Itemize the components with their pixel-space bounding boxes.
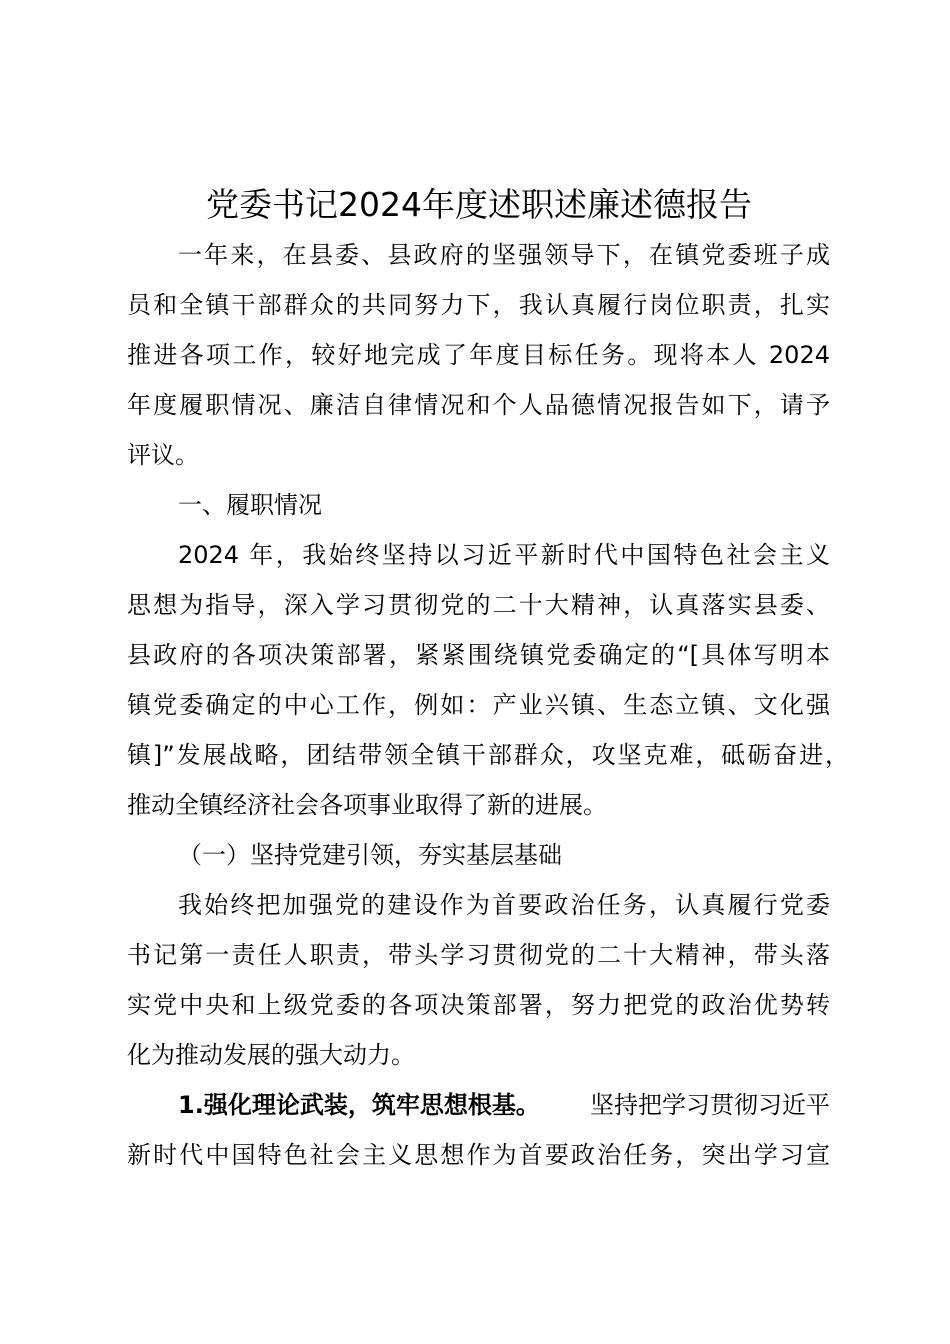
paragraph-line: 化为推动发展的强大动力。 [127, 1041, 415, 1069]
paragraph-line: 镇党委确定的中心工作，例如：产业兴镇、生态立镇、文化强 [127, 691, 830, 719]
paragraph-line: 新时代中国特色社会主义思想作为首要政治任务，突出学习宣 [127, 1141, 830, 1169]
subsection-heading: （一）坚持党建引领，夯实基层基础 [178, 841, 562, 869]
section-heading: 一、履职情况 [178, 491, 322, 519]
paragraph-line: 思想为指导，深入学习贯彻党的二十大精神，认真落实县委、 [127, 591, 830, 619]
item-line [178, 1088, 830, 1122]
paragraph-line: 书记第一责任人职责，带头学习贯彻党的二十大精神，带头落 [127, 941, 830, 969]
paragraph-line: 县政府的各项决策部署，紧紧围绕镇党委确定的“[具体写明本 [127, 641, 830, 669]
paragraph-line: 推进各项工作，较好地完成了年度目标任务。现将本人 2024 [127, 341, 830, 369]
paragraph-line: 评议。 [127, 441, 199, 469]
item-text: 坚持把学习贯彻习近平 [590, 1091, 830, 1119]
paragraph-line: 镇]”发展战略，团结带领全镇干部群众，攻坚克难，砥砺奋进， [127, 741, 849, 769]
paragraph-line: 年度履职情况、廉洁自律情况和个人品德情况报告如下，请予 [127, 391, 830, 419]
paragraph-line: 我始终把加强党的建设作为首要政治任务，认真履行党委 [178, 891, 830, 919]
paragraph-line: 2024 年，我始终坚持以习近平新时代中国特色社会主义 [178, 541, 830, 569]
paragraph-line: 实党中央和上级党委的各项决策部署，努力把党的政治优势转 [127, 991, 830, 1019]
paragraph-line: 员和全镇干部群众的共同努力下，我认真履行岗位职责，扎实 [127, 291, 830, 319]
paragraph-line: 推动全镇经济社会各项事业取得了新的进展。 [127, 791, 607, 819]
item-lead: 1.强化理论武装，筑牢思想根基。 [178, 1091, 540, 1119]
document-title: 党委书记2024年度述职述廉述德报告 [206, 185, 752, 224]
paragraph-line: 一年来，在县委、县政府的坚强领导下，在镇党委班子成 [178, 241, 830, 269]
